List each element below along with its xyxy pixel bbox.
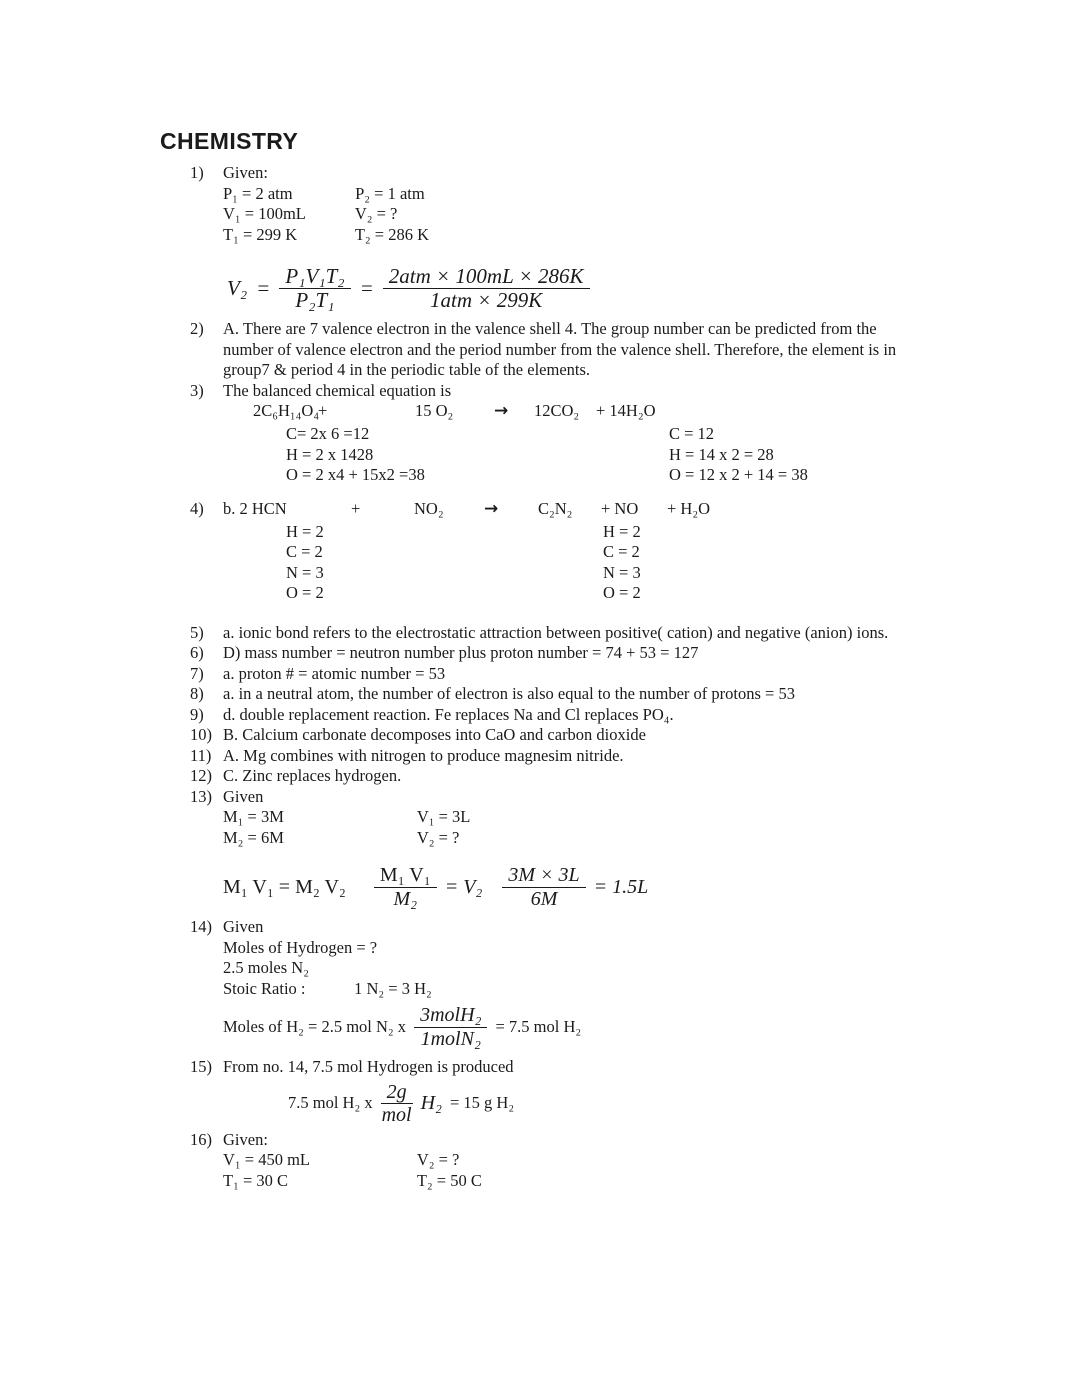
atom-count-row <box>223 445 915 466</box>
dilution-equation <box>223 865 915 909</box>
fraction-numerator: 3M × 3L <box>502 865 585 888</box>
given-left: M₂ = 6M <box>223 827 284 847</box>
given-right: V₂ = ? <box>416 827 460 847</box>
fraction-numerator: P₁V₁T₂ <box>279 266 350 289</box>
item-5-text: a. ionic bond refers to the electrostatic attraction between positive( cation) and negative (anion) ions. <box>223 622 889 642</box>
given-row <box>223 828 915 849</box>
item-number: 11) <box>190 745 212 765</box>
equals-part: = V₂ <box>444 875 483 898</box>
fraction-denominator: P₂T₁ <box>295 287 335 312</box>
equation-result: = 15 g H₂ <box>450 1093 515 1113</box>
given-left: T₁ = 30 C <box>223 1170 289 1190</box>
item-number: 1) <box>190 163 204 182</box>
chemical-equation <box>223 401 915 424</box>
given-row <box>223 204 915 225</box>
item-number: 7) <box>190 663 204 683</box>
given-left: P₁ = 2 atm <box>223 183 293 203</box>
item-number: 14) <box>190 917 212 936</box>
item-4 <box>160 499 1000 604</box>
given-right: P₂ = 1 atm <box>355 183 425 203</box>
fraction <box>383 266 590 310</box>
item-14-heading: Given <box>223 917 264 936</box>
item-number: 16) <box>190 1129 212 1149</box>
item-15-heading: From no. 14, 7.5 mol Hydrogen is produced <box>223 1057 514 1076</box>
item-number: 12) <box>190 766 212 785</box>
item-number: 3) <box>190 380 204 400</box>
item-3 <box>160 381 1000 486</box>
equation-result: = 1.5L <box>593 875 649 898</box>
stoic-ratio-value: 1 N₂ = 3 H₂ <box>354 978 432 998</box>
item-9-text: d. double replacement reaction. Fe replaces Na and Cl replaces PO₄. <box>223 704 674 724</box>
mass-conversion-equation <box>288 1082 915 1126</box>
reactant: 2C₆H₁₄O₄ <box>253 401 320 420</box>
page-title: CHEMISTRY <box>160 128 299 154</box>
reactant-count: N = 3 <box>286 562 324 582</box>
item-16-heading: Given: <box>223 1129 268 1149</box>
given-left: V₁ = 450 mL <box>223 1150 311 1169</box>
fraction-numerator: 2g <box>381 1082 413 1105</box>
given-row <box>223 225 915 246</box>
product-count: H = 2 <box>603 521 641 541</box>
equation-species: H₂ <box>420 1092 442 1115</box>
plus-sign: + <box>318 401 328 420</box>
item-11-text: A. Mg combines with nitrogen to produce magnesim nitride. <box>223 745 624 765</box>
reactant: NO₂ <box>414 498 444 518</box>
item-number: 4) <box>190 498 204 518</box>
product: + H₂O <box>667 498 711 518</box>
atom-count-row <box>223 424 915 445</box>
reactant-count: H = 2 x 1428 <box>286 444 374 464</box>
reactant: 15 O₂ <box>415 401 454 420</box>
item-16 <box>160 1130 1000 1192</box>
item-7 <box>160 664 1000 685</box>
equation-lhs: V₂ <box>227 275 248 300</box>
item-12 <box>160 766 1000 787</box>
equals-sign: = <box>359 275 374 300</box>
fraction-denominator: 1atm × 299K <box>430 287 543 312</box>
reactant-count: H = 2 <box>286 521 324 541</box>
item-2-text: A. There are 7 valence electron in the valence shell 4. The group number can be predicted from the number of valence electron and the period number from the valence shell. Therefore, the element is in group7 & period 4 in the periodic table of the elements. <box>223 319 897 379</box>
item-5 <box>160 623 1000 644</box>
item-10 <box>160 725 1000 746</box>
reactant-count: C= 2x 6 =12 <box>286 424 370 443</box>
item-12-text: C. Zinc replaces hydrogen. <box>223 766 402 785</box>
given-row <box>223 807 915 828</box>
item-10-text: B. Calcium carbonate decomposes into CaO and carbon dioxide <box>223 725 646 744</box>
item-number: 9) <box>190 704 204 724</box>
chemical-equation <box>223 499 915 522</box>
fraction-numerator: M₁ V₁ <box>374 865 437 888</box>
equals-sign: = <box>256 275 271 300</box>
fraction-denominator: 6M <box>530 887 558 910</box>
fraction-denominator: M₂ <box>393 887 418 910</box>
given-left: T₁ = 299 K <box>223 224 298 244</box>
mole-conversion-equation <box>223 1005 915 1049</box>
fraction-denominator: mol <box>381 1104 412 1126</box>
given-row <box>223 1150 915 1171</box>
product: + NO <box>601 498 639 518</box>
given-right: V₁ = 3L <box>416 807 471 826</box>
item-number: 5) <box>190 622 204 642</box>
item-number: 8) <box>190 684 204 703</box>
item-number: 13) <box>190 786 212 806</box>
product: 12CO₂ <box>534 401 580 420</box>
combined-gas-law-equation <box>227 266 915 310</box>
item-11 <box>160 746 1000 767</box>
fraction-numerator: 2atm × 100mL × 286K <box>383 266 590 289</box>
fraction <box>374 865 437 909</box>
plus-sign: + <box>351 498 361 518</box>
fraction <box>502 865 585 909</box>
equation-lhs: 7.5 mol H₂ x <box>288 1093 373 1113</box>
given-row <box>223 184 915 205</box>
item-6 <box>160 643 1000 664</box>
item-13 <box>160 787 1000 918</box>
product-count: H = 14 x 2 = 28 <box>669 444 774 464</box>
product-count: O = 2 <box>603 583 641 602</box>
reaction-arrow-icon: → <box>494 401 509 421</box>
atom-count-row <box>223 465 915 486</box>
fraction <box>279 266 350 310</box>
given-right: T₂ = 50 C <box>416 1170 482 1190</box>
given-row <box>223 1171 915 1192</box>
given-left: V₁ = 100mL <box>223 204 306 223</box>
item-6-text: D) mass number = neutron number plus proton number = 74 + 53 = 127 <box>223 643 699 662</box>
atom-count-row <box>223 563 915 584</box>
given-left: M₁ = 3M <box>223 807 284 826</box>
item-number: 15) <box>190 1057 212 1076</box>
item-7-text: a. proton # = atomic number = 53 <box>223 663 446 683</box>
atom-count-row <box>223 542 915 563</box>
item-number: 2) <box>190 319 204 338</box>
item-15 <box>160 1057 1000 1130</box>
reactant-count: O = 2 x4 + 15x2 =38 <box>286 465 425 484</box>
item-8 <box>160 684 1000 705</box>
reactant: b. 2 HCN <box>223 498 287 518</box>
item-8-text: a. in a neutral atom, the number of electron is also equal to the number of protons = 53 <box>223 684 795 703</box>
equation-result: = 7.5 mol H₂ <box>495 1016 582 1036</box>
given-right: V₂ = ? <box>416 1150 460 1169</box>
item-9 <box>160 705 1000 726</box>
reactant-count: O = 2 <box>286 583 324 602</box>
item-number: 6) <box>190 643 204 662</box>
equation-lhs: Moles of H₂ = 2.5 mol N₂ x <box>223 1016 407 1036</box>
reactant-count: C = 2 <box>286 542 323 561</box>
item-1 <box>160 163 1000 319</box>
fraction <box>414 1005 487 1049</box>
atom-count-row <box>223 583 915 604</box>
given-right: T₂ = 286 K <box>354 224 430 244</box>
item-2 <box>160 319 1000 381</box>
item-number: 10) <box>190 725 212 744</box>
item-1-heading: Given: <box>223 163 268 182</box>
product: C₂N₂ <box>538 498 573 518</box>
item-14 <box>160 917 1000 1057</box>
product-count: O = 12 x 2 + 14 = 38 <box>669 465 808 484</box>
item-3-heading: The balanced chemical equation is <box>223 380 452 400</box>
product: + 14H₂O <box>596 401 656 420</box>
reaction-arrow-icon: → <box>484 498 499 519</box>
given-line: 2.5 moles N₂ <box>223 958 309 977</box>
stoic-ratio-label: Stoic Ratio : <box>223 978 306 998</box>
fraction-denominator: 1molN₂ <box>420 1027 481 1050</box>
fraction <box>381 1082 413 1126</box>
stoic-ratio-row <box>223 979 915 1000</box>
product-count: C = 2 <box>603 542 640 561</box>
given-line: Moles of Hydrogen = ? <box>223 937 378 957</box>
equation-statement: M₁ V₁ = M₂ V₂ <box>223 875 346 898</box>
atom-count-row <box>223 522 915 543</box>
product-count: C = 12 <box>669 424 715 443</box>
fraction-numerator: 3molH₂ <box>414 1005 487 1028</box>
given-right: V₂ = ? <box>354 204 398 223</box>
item-13-heading: Given <box>223 786 264 806</box>
product-count: N = 3 <box>603 562 641 582</box>
